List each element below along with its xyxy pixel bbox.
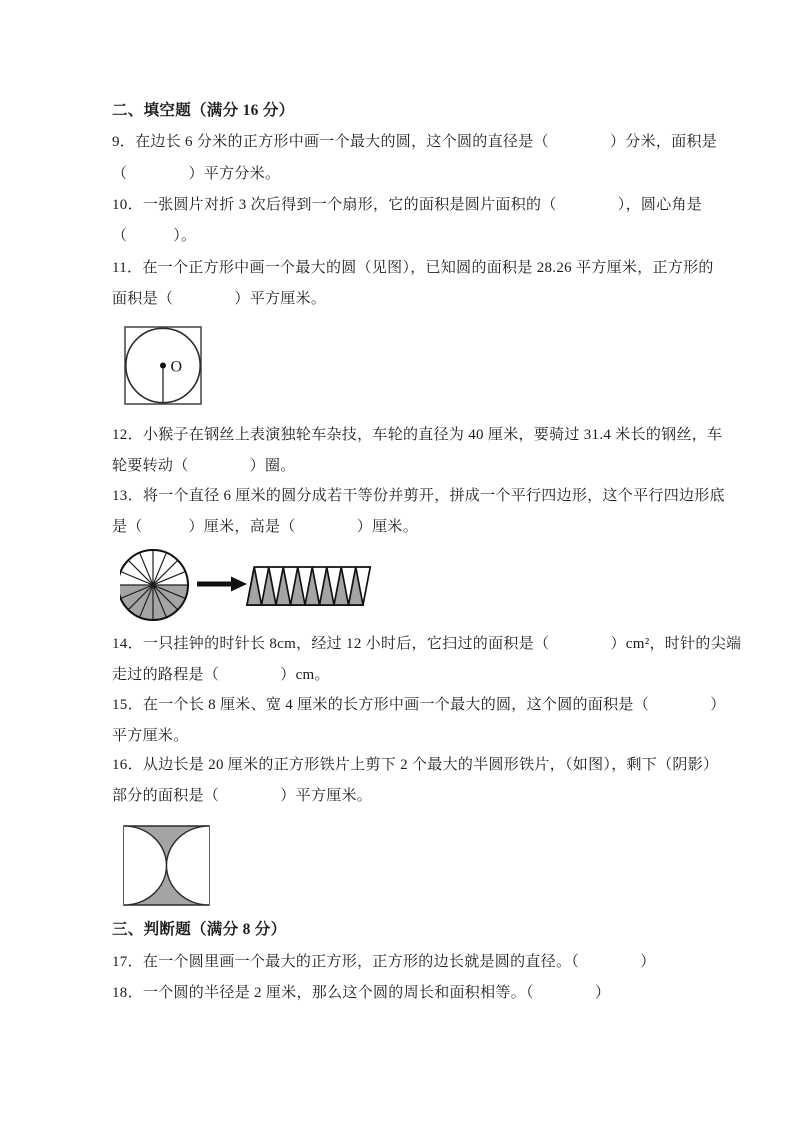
section-judge-title: 三、判断题（满分 8 分）	[112, 921, 287, 938]
figure-inscribed-circle-in-square	[124, 326, 204, 408]
question-13-line-2: 是（ ）厘米，高是（ ）厘米。	[112, 519, 419, 535]
question-13-line-1: 13．将一个直径 6 厘米的圆分成若干等份并剪开，拼成一个平行四边形，这个平行四边形底	[112, 488, 725, 504]
question-10-line-2: （ ）。	[112, 228, 197, 244]
question-18-line: 18．一个圆的半径是 2 厘米，那么这个圆的周长和面积相等。（ ）	[112, 985, 611, 1001]
question-9-line-2: （ ）平方分米。	[112, 166, 281, 182]
question-14-line-1: 14．一只挂钟的时针长 8cm，经过 12 小时后，它扫过的面积是（ ）cm²，时针的尖端	[112, 636, 742, 652]
parallelogram-strip	[247, 567, 370, 605]
question-16-line-1: 16．从边长是 20 厘米的正方形铁片上剪下 2 个最大的半圆形铁片，（如图），剩下（阴影）	[112, 757, 719, 773]
question-14-line-2: 走过的路程是（ ）cm。	[112, 667, 330, 683]
question-12-line-2: 轮要转动（ ）圈。	[112, 458, 296, 474]
figure-sectors-to-parallelogram	[120, 545, 376, 627]
question-11-line-2: 面积是（ ）平方厘米。	[112, 291, 327, 307]
question-16-line-2: 部分的面积是（ ）平方厘米。	[112, 788, 373, 804]
question-12-line-1: 12．小猴子在钢丝上表演独轮车杂技，车轮的直径为 40 厘米，要骑过 31.4 米长的钢丝，车	[112, 427, 723, 443]
section-fill-title: 二、填空题（满分 16 分）	[112, 102, 295, 119]
question-15-line-1: 15．在一个长 8 厘米、宽 4 厘米的长方形中画一个最大的圆，这个圆的面积是（ ）	[112, 697, 726, 713]
circle-center-dot	[160, 363, 166, 369]
question-15-line-2: 平方厘米。	[112, 728, 189, 744]
figure-square-minus-semicircles	[123, 825, 211, 907]
question-17-line: 17．在一个圆里画一个最大的正方形，正方形的边长就是圆的直径。（ ）	[112, 954, 656, 970]
circle-center-label: O	[170, 358, 183, 376]
question-11-line-1: 11．在一个正方形中画一个最大的圆（见图），已知圆的面积是 28.26 平方厘米，正方形的	[112, 260, 714, 276]
question-9-line-1: 9．在边长 6 分米的正方形中画一个最大的圆，这个圆的直径是（ ）分米，面积是	[112, 134, 718, 150]
arrow-right-icon	[197, 577, 247, 592]
question-10-line-1: 10．一张圆片对折 3 次后得到一个扇形，它的面积是圆片面积的（ ），圆心角是	[112, 197, 703, 213]
circle-shaded-bottom-half	[120, 585, 188, 620]
